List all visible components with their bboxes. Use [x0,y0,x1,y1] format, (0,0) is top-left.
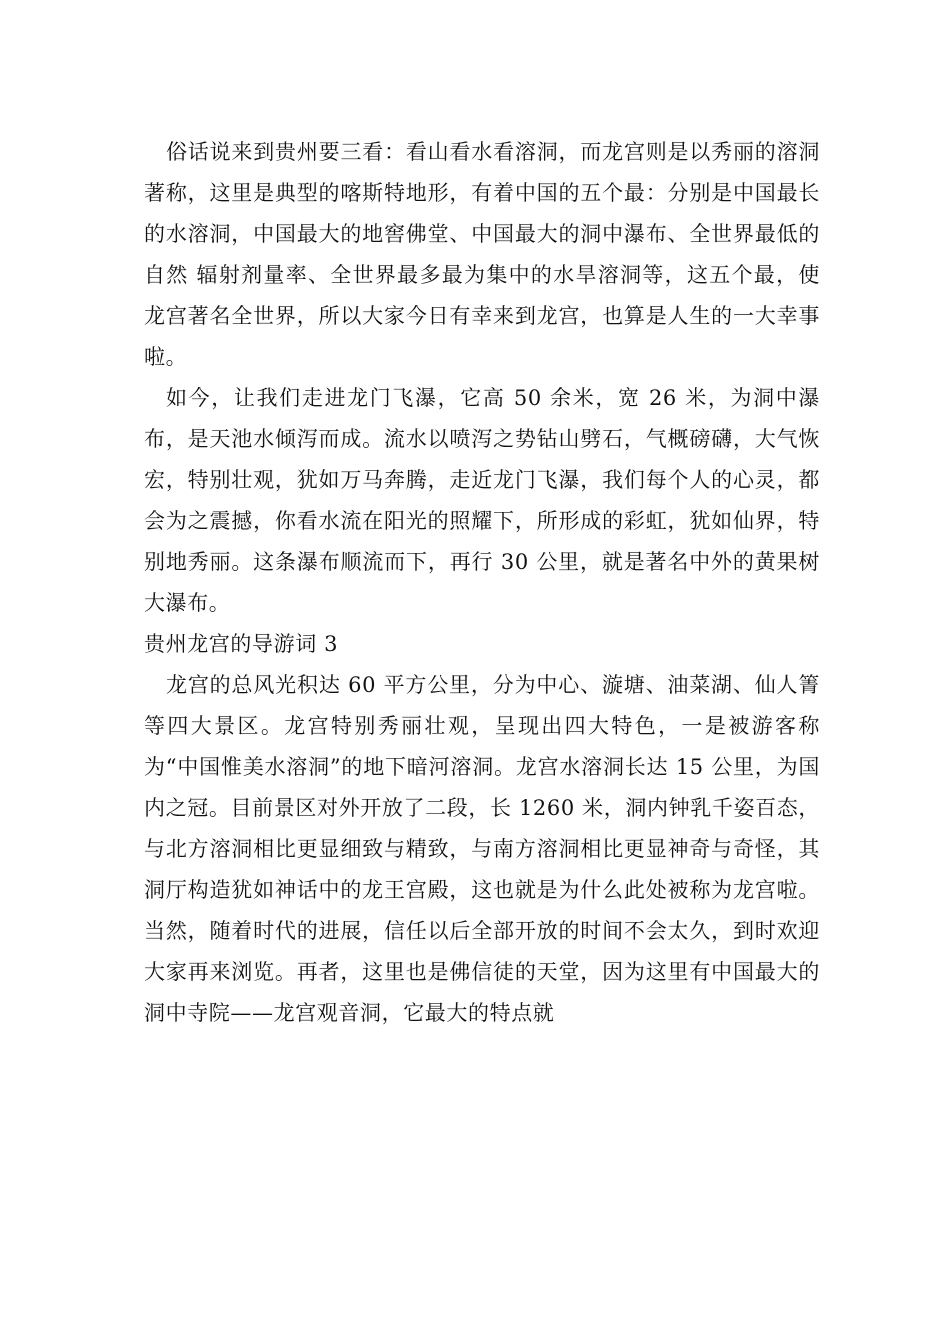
paragraph-overview: 龙宫的总风光积达 60 平方公里，分为中心、漩塘、油菜湖、仙人箐等四大景区。龙宫特别秀丽壮观，呈现出四大特色，一是被游客称为“中国惟美水溶洞”的地下暗河溶洞。龙宫水溶洞长达 15 公里，为国内之冠。目前景区对外开放了二段，长 1260 米，洞内钟乳千姿百态，与北方溶洞相比更显细致与精致，与南方溶洞相比更显神奇与奇怪，其洞厅构造犹如神话中的龙王宫殿，这也就是为什么此处被称为龙宫啦。当然，随着时代的进展，信任以后全部开放的时间不会太久，到时欢迎大家再来浏览。再者，这里也是佛信徒的天堂，因为这里有中国最大的洞中寺院——龙宫观音洞，它最大的特点就 [144,673,820,1025]
section-heading: 贵州龙宫的导游词 3 [144,632,339,656]
paragraph-intro: 俗话说来到贵州要三看：看山看水看溶洞，而龙宫则是以秀丽的溶洞著称，这里是典型的喀斯特地形，有着中国的五个最：分别是中国最长的水溶洞，中国最大的地窖佛堂、中国最大的洞中瀑布、全世界最低的自然 辐射剂量率、全世界最多最为集中的水旱溶洞等，这五个最，使龙宫著名全世界，所以大家今日有幸来到龙宫，也算是人生的一大幸事啦。 [144,140,820,369]
paragraph-waterfall: 如今，让我们走进龙门飞瀑，它高 50 余米，宽 26 米，为洞中瀑布，是天池水倾泻而成。流水以喷泻之势钻山劈石，气概磅礴，大气恢宏，特别壮观，犹如万马奔腾，走近龙门飞瀑，我们每个人的心灵，都会为之震撼，你看水流在阳光的照耀下，所形成的彩虹，犹如仙界，特别地秀丽。这条瀑布顺流而下，再行 30 公里，就是著名中外的黄果树大瀑布。 [144,386,820,615]
document-body [144,132,820,1034]
